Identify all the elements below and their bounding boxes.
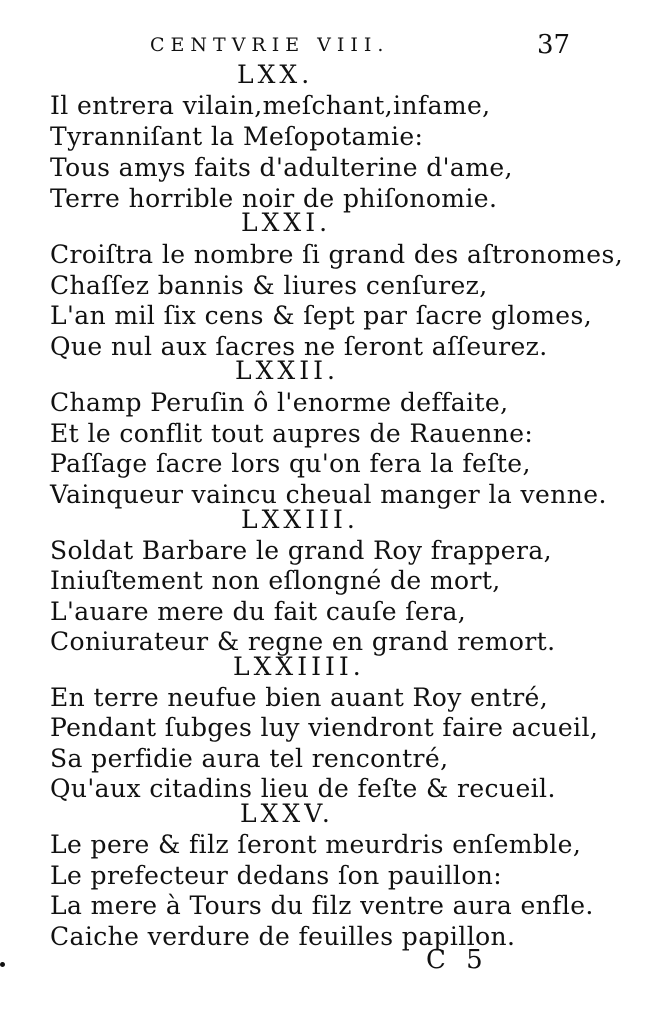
verse-line: Le pere & filz ſeront meurdris enſemble,	[50, 830, 582, 859]
verse-line: Vainqueur vaincu cheual manger la venne.	[50, 480, 607, 509]
verse-line: Soldat Barbare le grand Roy frappera,	[50, 536, 553, 565]
quatrain-numeral: LXXIII.	[241, 505, 359, 534]
verse-line: Tous amys faits d'adulterine d'ame,	[50, 153, 513, 182]
verse-line: Sa perfidie aura tel rencontré,	[50, 744, 449, 773]
signature-mark: C 5	[426, 945, 489, 975]
page-number: 37	[537, 30, 571, 60]
verse-line: Le prefecteur dedans ſon pauillon:	[50, 861, 503, 890]
quatrain-numeral: LXXI.	[241, 208, 332, 237]
verse-line: L'an mil ſix cens & ſept par ſacre glomes,	[50, 301, 593, 330]
ink-speck	[0, 962, 5, 967]
verse-line: Champ Peruſin ô l'enorme deffaite,	[50, 388, 509, 417]
quatrain-numeral: LXX.	[237, 60, 314, 89]
verse-line: Qu'aux citadins lieu de feſte & recueil.	[50, 774, 556, 803]
verse-line: Coniurateur & regne en grand remort.	[50, 627, 556, 656]
verse-line: Caiche verdure de feuilles papillon.	[50, 922, 516, 951]
quatrain-numeral: LXXV.	[240, 799, 334, 828]
verse-line: Terre horrible noir de phiſonomie.	[50, 184, 498, 213]
quatrain-numeral: LXXII.	[235, 356, 339, 385]
verse-line: Tyranniſant la Meſopotamie:	[50, 122, 424, 151]
verse-line: Paſſage ſacre lors qu'on fera la feſte,	[50, 449, 531, 478]
verse-line: Chaſſez bannis & liures cenſurez,	[50, 271, 488, 300]
verse-line: Et le conflit tout aupres de Rauenne:	[50, 419, 534, 448]
verse-line: Iniuſtement non eſlongné de mort,	[50, 566, 501, 595]
verse-line: Il entrera vilain,meſchant,infame,	[50, 91, 491, 120]
verse-line: La mere à Tours du filz ventre aura enfle.	[50, 891, 594, 920]
verse-line: Croiſtra le nombre ſi grand des aſtronomes,	[50, 240, 624, 269]
verse-line: En terre neufue bien auant Roy entré,	[50, 683, 549, 712]
verse-line: L'auare mere du fait cauſe ſera,	[50, 597, 467, 626]
verse-line: Pendant ſubges luy viendront faire acueil,	[50, 713, 599, 742]
quatrain-numeral: LXXIIII.	[233, 652, 365, 681]
running-head: CENTVRIE VIII.	[150, 34, 390, 56]
verse-line: Que nul aux ſacres ne ſeront aſſeurez.	[50, 332, 548, 361]
